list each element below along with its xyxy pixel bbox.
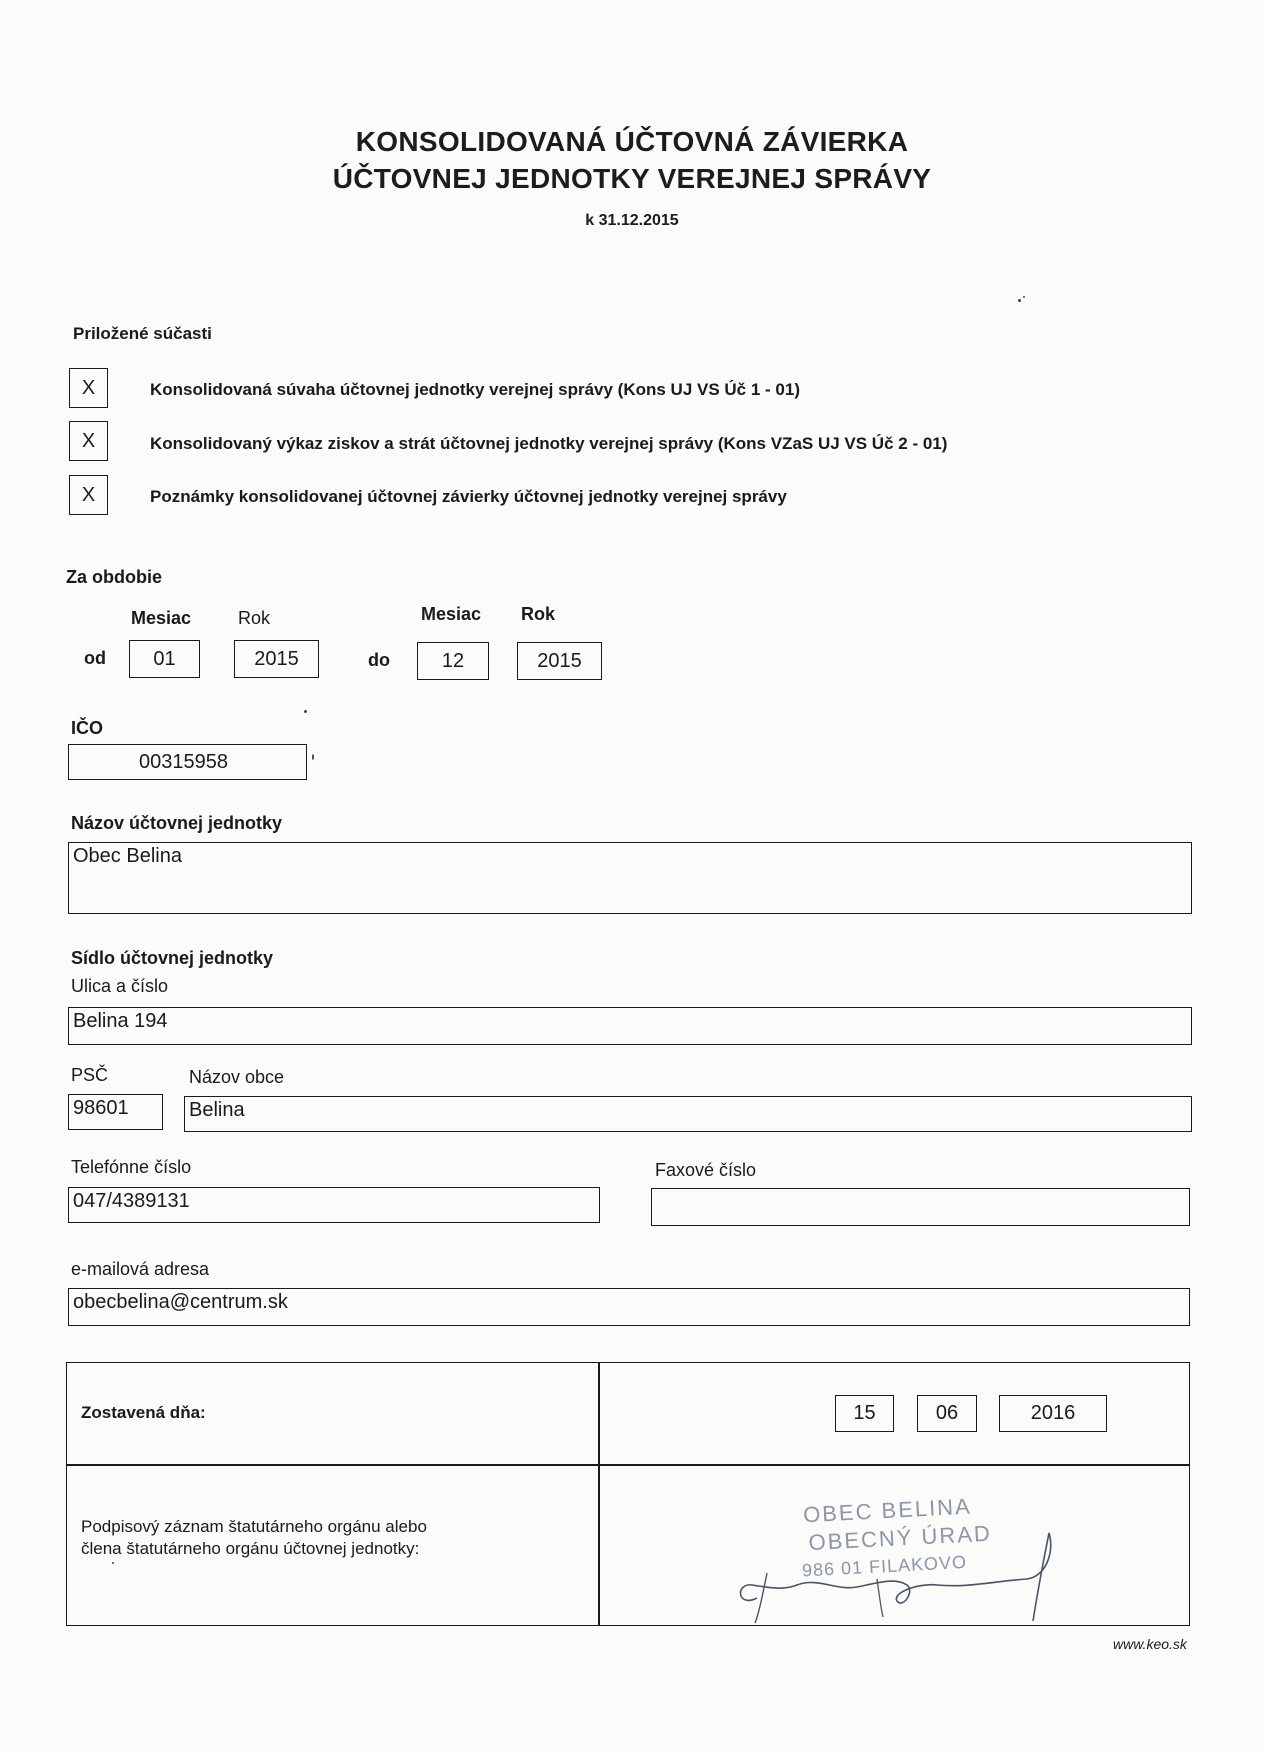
compiled-year-field[interactable]: 2016 — [999, 1395, 1107, 1432]
scan-speck — [304, 710, 307, 713]
attachment-label-2: Konsolidovaný výkaz ziskov a strát účtovnej jednotky verejnej správy (Kons VZaS UJ VS Úč 2 - 01) — [150, 434, 948, 453]
from-label: od — [84, 648, 106, 668]
form-date: k 31.12.2015 — [585, 212, 679, 229]
to-label: do — [368, 650, 390, 670]
scan-speck — [112, 1562, 114, 1564]
to-year-field[interactable]: 2015 — [517, 642, 602, 680]
compiled-month-field[interactable]: 06 — [917, 1395, 977, 1432]
fax-label: Faxové číslo — [655, 1160, 757, 1180]
street-field[interactable]: Belina 194 — [68, 1007, 1192, 1045]
signature-label-line2: člena štatutárneho orgánu účtovnej jednotky: — [81, 1539, 420, 1558]
scan-speck — [1023, 296, 1025, 298]
stamp-line3: 986 01 FILAKOVO — [801, 1551, 968, 1581]
phone-field[interactable]: 047/4389131 — [68, 1187, 600, 1223]
attachments-heading: Priložené súčasti — [73, 324, 212, 343]
email-field[interactable]: obecbelina@centrum.sk — [68, 1288, 1190, 1326]
seat-label: Sídlo účtovnej jednotky — [71, 948, 274, 968]
signature-label-line1: Podpisový záznam štatutárneho orgánu alebo — [81, 1517, 427, 1536]
phone-label: Telefónne číslo — [71, 1157, 192, 1177]
psc-label: PSČ — [71, 1065, 109, 1085]
stamp-line2: OBECNÝ ÚRAD — [807, 1520, 993, 1556]
to-month-field[interactable]: 12 — [417, 642, 489, 680]
compiled-date-label: Zostavená dňa: — [81, 1403, 206, 1422]
attachment-checkbox-3[interactable]: X — [69, 475, 108, 515]
fax-field[interactable] — [651, 1188, 1190, 1226]
email-label: e-mailová adresa — [71, 1259, 210, 1279]
form-title-line1: KONSOLIDOVANÁ ÚČTOVNÁ ZÁVIERKA — [355, 126, 909, 157]
entity-name-field[interactable]: Obec Belina — [68, 842, 1192, 914]
table-divider-horizontal — [67, 1464, 1189, 1466]
from-year-label: Rok — [238, 608, 271, 628]
compiled-day-field[interactable]: 15 — [835, 1395, 894, 1432]
table-divider-vertical — [598, 1363, 600, 1625]
to-year-label: Rok — [521, 604, 556, 624]
psc-field[interactable]: 98601 — [68, 1094, 163, 1130]
to-month-label: Mesiac — [421, 604, 482, 624]
attachment-checkbox-2[interactable]: X — [69, 421, 108, 461]
period-heading: Za obdobie — [66, 567, 162, 587]
ico-field[interactable]: 00315958 — [68, 744, 307, 780]
from-year-field[interactable]: 2015 — [234, 640, 319, 678]
from-month-label: Mesiac — [131, 608, 192, 628]
ico-label: IČO — [71, 718, 104, 738]
website-footer: www.keo.sk — [1113, 1636, 1187, 1652]
street-label: Ulica a číslo — [71, 976, 169, 996]
town-field[interactable]: Belina — [184, 1096, 1192, 1132]
attachment-label-3: Poznámky konsolidovanej účtovnej závierky účtovnej jednotky verejnej správy — [150, 487, 787, 506]
attachment-label-1: Konsolidovaná súvaha účtovnej jednotky verejnej správy (Kons UJ VS Úč 1 - 01) — [150, 380, 800, 399]
scan-speck — [312, 754, 314, 760]
stamp-line1: OBEC BELINA — [802, 1493, 973, 1528]
town-label: Názov obce — [189, 1067, 285, 1087]
handwritten-signature — [727, 1513, 1067, 1625]
form-title-line2: ÚČTOVNEJ JEDNOTKY VEREJNEJ SPRÁVY — [332, 163, 932, 194]
signature-table — [66, 1362, 1190, 1626]
attachment-checkbox-1[interactable]: X — [69, 368, 108, 408]
from-month-field[interactable]: 01 — [129, 640, 200, 678]
scan-speck — [1018, 299, 1021, 302]
entity-name-label: Názov účtovnej jednotky — [71, 813, 283, 833]
